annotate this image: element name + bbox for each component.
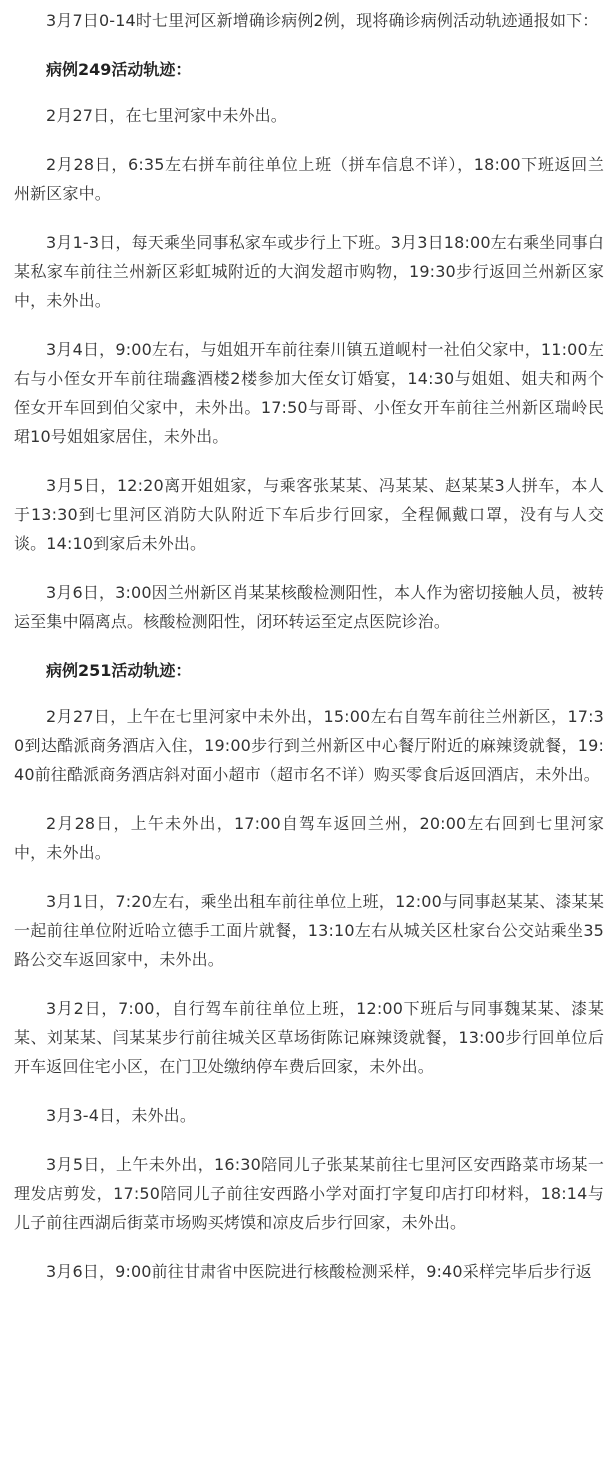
article-body bbox=[14, 6, 604, 1306]
case-251-paragraph: 3月5日，上午未外出，16:30陪同儿子张某某前往七里河区安西路菜市场某一理发店剪发，17:50陪同儿子前往安西路小学对面打字复印店打印材料，18:14与儿子前往西湖后街菜市场购买烤馍和凉皮后步行回家，未外出。 bbox=[14, 1155, 604, 1232]
case-249-paragraph: 2月28日，6:35左右拼车前往单位上班（拼车信息不详），18:00下班返回兰州新区家中。 bbox=[14, 155, 604, 203]
case-251-paragraph: 2月28日，上午未外出，17:00自驾车返回兰州，20:00左右回到七里河家中，未外出。 bbox=[14, 814, 604, 862]
case-251-paragraph: 3月1日，7:20左右，乘坐出租车前往单位上班，12:00与同事赵某某、漆某某一起前往单位附近哈立德手工面片就餐，13:10左右从城关区杜家台公交站乘坐35路公交车返回家中，未外出。 bbox=[14, 892, 604, 969]
case-249-paragraph: 2月27日，在七里河家中未外出。 bbox=[46, 106, 287, 125]
case-251-paragraph: 2月27日，上午在七里河家中未外出，15:00左右自驾车前往兰州新区，17:30到达酷派商务酒店入住，19:00步行到兰州新区中心餐厅附近的麻辣烫就餐，19:40前往酷派商务酒店斜对面小超市（超市名不详）购买零食后返回酒店，未外出。 bbox=[14, 707, 604, 784]
case-251-heading: 病例251活动轨迹： bbox=[46, 661, 192, 680]
case-249-paragraph: 3月5日，12:20离开姐姐家，与乘客张某某、冯某某、赵某某3人拼车，本人于13:30到七里河区消防大队附近下车后步行回家，全程佩戴口罩，没有与人交谈。14:10到家后未外出。 bbox=[14, 476, 604, 553]
case-249-paragraph: 3月4日，9:00左右，与姐姐开车前往秦川镇五道岘村一社伯父家中，11:00左右与小侄女开车前往瑞鑫酒楼2楼参加大侄女订婚宴，14:30与姐姐、姐夫和两个侄女开车回到伯父家中，未外出。17:50与哥哥、小侄女开车前往兰州新区瑞岭民珺10号姐姐家居住，未外出。 bbox=[14, 340, 604, 446]
case-249-paragraph: 3月1-3日，每天乘坐同事私家车或步行上下班。3月3日18:00左右乘坐同事白某私家车前往兰州新区彩虹城附近的大润发超市购物，19:30步行返回兰州新区家中，未外出。 bbox=[14, 233, 604, 310]
case-249-paragraph: 3月6日，3:00因兰州新区肖某某核酸检测阳性，本人作为密切接触人员，被转运至集中隔离点。核酸检测阳性，闭环转运至定点医院诊治。 bbox=[14, 583, 604, 631]
intro-paragraph: 3月7日0-14时七里河区新增确诊病例2例，现将确诊病例活动轨迹通报如下： bbox=[46, 11, 599, 30]
case-249-heading: 病例249活动轨迹： bbox=[46, 60, 192, 79]
case-251-paragraph: 3月3-4日，未外出。 bbox=[46, 1106, 196, 1125]
case-251-paragraph: 3月2日，7:00，自行驾车前往单位上班，12:00下班后与同事魏某某、漆某某、刘某某、闫某某步行前往城关区草场街陈记麻辣烫就餐，13:00步行回单位后开车返回住宅小区，在门卫处缴纳停车费后回家，未外出。 bbox=[14, 999, 604, 1076]
case-251-paragraph: 3月6日，9:00前往甘肃省中医院进行核酸检测采样，9:40采样完毕后步行返 bbox=[46, 1262, 592, 1281]
